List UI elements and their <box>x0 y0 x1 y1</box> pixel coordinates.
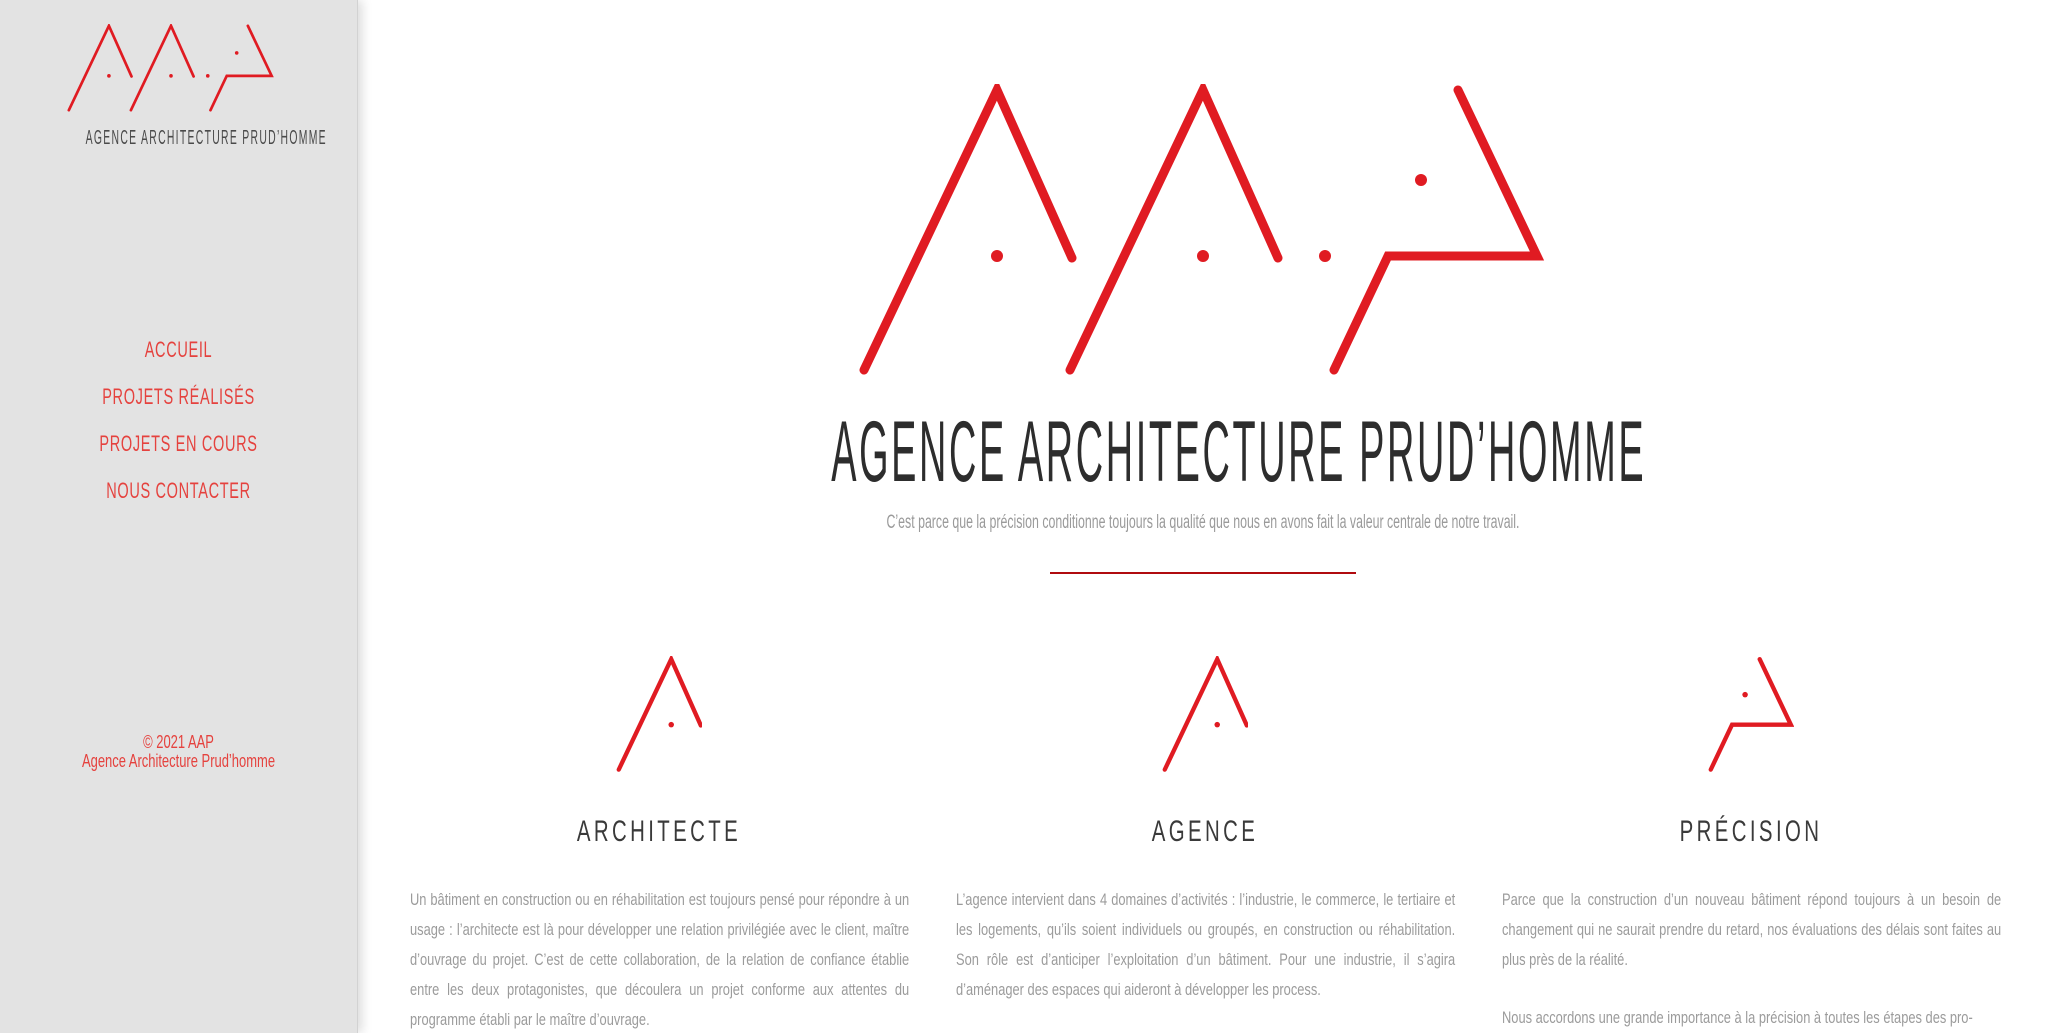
sidebar-nav <box>0 326 357 514</box>
page-subtitle: C’est parce que la précision conditionne toujours la qualité que nous en avons fait la valeur centrale de notre travail. <box>886 512 1520 533</box>
column-paragraph: Un bâtiment en construction ou en réhabilitation est toujours pensé pour répondre à un usage : l’architecte est là pour développer une relation privilégiée avec le client, maître d’ouvrage du projet. C’est de cette collaboration, de la relation de confiance établie entre les deux protagonistes, que découlera un projet conforme aux attentes du programme établi par le maître d’ouvrage. <box>410 891 910 1029</box>
aap-a-mark-icon <box>1162 656 1248 772</box>
copyright-line: © 2021 AAP <box>143 732 214 752</box>
nav-item-projets-realises[interactable]: PROJETS RÉALISÉS <box>102 384 255 409</box>
nav-item-projets-en-cours[interactable]: PROJETS EN COURS <box>99 431 258 456</box>
column-paragraph: Parce que la construction d’un nouveau bâtiment répond toujours à un besoin de changement qui ne saurait prendre du retard, nos évaluations des délais sont faites au plus près de la réalité. <box>1502 891 2002 969</box>
red-divider <box>1050 572 1356 574</box>
sidebar <box>0 0 358 1033</box>
column-body <box>956 885 1454 1005</box>
copyright-agency-line: Agence Architecture Prud’homme <box>81 751 276 771</box>
aap-a-mark-icon <box>616 656 702 772</box>
feature-columns <box>358 656 2048 1033</box>
column-heading: AGENCE <box>1151 815 1259 848</box>
column-body <box>410 885 908 1033</box>
nav-item-accueil[interactable]: ACCUEIL <box>144 337 213 362</box>
column-architecte <box>410 656 908 1033</box>
column-paragraph: L’agence intervient dans 4 domaines d’activités : l’industrie, le commerce, le tertiaire et les logements, qu’ils soient individuels ou groupés, en construction ou réhabilitation. Son rôle est d’anticiper l’exploitation d’un bâtiment. Pour une industrie, il s’agira d’aménager des espaces qui aideront à développer les process. <box>956 891 1456 999</box>
sidebar-brand-caption: AGENCE ARCHITECTURE PRUD’HOMME <box>85 127 327 149</box>
sidebar-footer <box>0 733 357 771</box>
column-body <box>1502 885 2000 1033</box>
main-content <box>358 0 2048 1033</box>
column-heading: PRÉCISION <box>1679 815 1823 848</box>
column-precision <box>1502 656 2000 1033</box>
aap-p-mark-icon <box>1708 656 1794 772</box>
column-paragraph: Nous accordons une grande importance à la précision à toutes les étapes des pro- <box>1502 1009 1973 1027</box>
sidebar-logo[interactable] <box>67 24 275 117</box>
column-agence <box>956 656 1454 1033</box>
nav-item-nous-contacter[interactable]: NOUS CONTACTER <box>106 478 251 503</box>
page-title: AGENCE ARCHITECTURE PRUD’HOMME <box>831 404 1647 500</box>
aap-logo-icon <box>67 24 275 112</box>
hero-aap-logo-icon <box>858 84 1548 376</box>
column-heading: ARCHITECTE <box>576 815 742 848</box>
